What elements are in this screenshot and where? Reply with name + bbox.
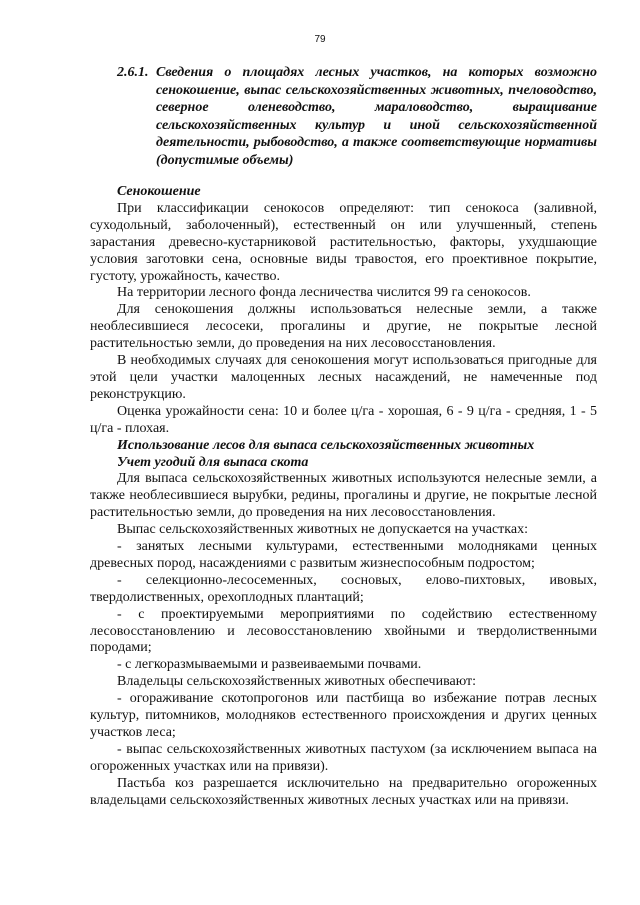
- document-body: [90, 184, 597, 810]
- paragraph: При классификации сенокосов определяют: тип сенокоса (заливной, суходольный, заболоченный), естественный он или улучшенный, степень зарастания древесно-кустарниковой растительностью, факторы, ухудшающие условия заготовки сена, основные виды травостоя, его проективное покрытие, густоту, урожайность, качество.: [90, 200, 597, 284]
- page-number: 79: [314, 34, 326, 45]
- paragraph: Выпас сельскохозяйственных животных не допускается на участках:: [117, 522, 528, 538]
- list-item: - занятых лесными культурами, естественными молодняками ценных древесных пород, насаждениями с развитым жизнеспособным подростом;: [90, 539, 597, 571]
- list-item: - с проектируемыми мероприятиями по содействию естественному лесовосстановлению и лесовосстановлению хвойными и твердолиственными породами;: [90, 606, 597, 656]
- list-item: - огораживание скотопрогонов или пастбища во избежание потрав лесных культур, питомников, молодняков естественного происхождения и других ценных участков леса;: [90, 691, 597, 740]
- list-item: - с легкоразмываемыми и развеиваемыми почвами.: [117, 657, 422, 673]
- section-heading: [117, 64, 597, 169]
- section-title: Сведения о площадях лесных участков, на которых возможно сенокошение, выпас сельскохозяйственных животных, пчеловодство, северное оленеводство, мараловодство, выращивание сельскохозяйственных культур и иной сельскохозяйственной деятельности, рыбоводство, а также соответствующие нормативы (допустимые объемы): [156, 65, 597, 168]
- paragraph: Для сенокошения должны использоваться нелесные земли, а также необлесившиеся лесосеки, прогалины и другие, не покрытые лесной растительностью земли, до проведения на них лесовосстановления.: [90, 302, 597, 352]
- subheading-land-accounting: Учет угодий для выпаса скота: [117, 454, 309, 470]
- list-item: - выпас сельскохозяйственных животных пастухом (за исключением выпаса на огороженных участках или на привязи).: [90, 741, 597, 774]
- paragraph: Для выпаса сельскохозяйственных животных используются нелесные земли, а также необлесившиеся вырубки, редины, прогалины и другие, не покрытые лесной растительностью земли, до проведения на них лесовосстановления.: [90, 471, 597, 521]
- paragraph: Оценка урожайности сена: 10 и более ц/га - хорошая, 6 - 9 ц/га - средняя, 1 - 5 ц/га - плохая.: [90, 403, 597, 436]
- subheading-haymaking: Сенокошение: [117, 184, 201, 199]
- paragraph: На территории лесного фонда лесничества числится 99 га сенокосов.: [117, 285, 531, 301]
- paragraph: Владельцы сельскохозяйственных животных обеспечивают:: [117, 674, 477, 690]
- section-number: 2.6.1.: [117, 65, 149, 80]
- paragraph: Пастьба коз разрешается исключительно на предварительно огороженных владельцами сельскохозяйственных животных лесных участках или на привязи.: [90, 775, 597, 808]
- subheading-grazing: Использование лесов для выпаса сельскохозяйственных животных: [117, 437, 535, 453]
- list-item: - селекционно-лесосеменных, сосновых, елово-пихтовых, ивовых, твердолиственных, орехоплодных плантаций;: [90, 572, 597, 605]
- paragraph: В необходимых случаях для сенокошения могут использоваться пригодные для этой цели участки малоценных лесных насаждений, не намеченные под реконструкцию.: [90, 353, 597, 402]
